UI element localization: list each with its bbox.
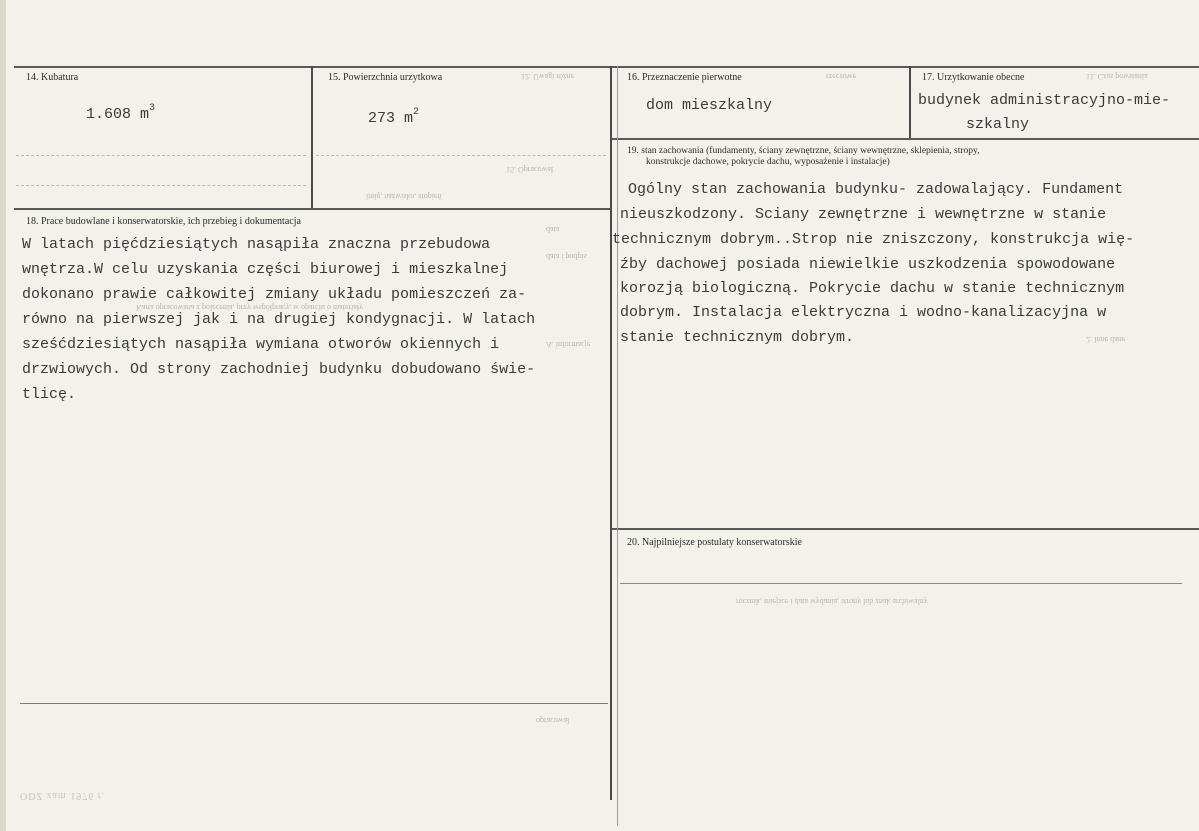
row-rule bbox=[14, 208, 612, 210]
field18-line: tlicę. bbox=[22, 386, 77, 403]
field20-rule bbox=[620, 583, 1182, 584]
field19-label: konstrukcje dachowe, pokrycie dachu, wyposażenie i instalacje) bbox=[646, 157, 890, 167]
divider-main-2 bbox=[617, 66, 618, 826]
row-rule bbox=[612, 138, 1199, 140]
show-through-text: Karta opracowana z polecenia, przy współpracy, w oparciu o materiały bbox=[136, 303, 364, 312]
field20-label: 20. Najpilniejsze postulaty konserwatorskie bbox=[627, 537, 802, 548]
field19-line: technicznym dobrym..Strop nie zniszczony, konstrukcja wię- bbox=[612, 231, 1135, 248]
show-through-text: 15. Opracował bbox=[506, 165, 554, 174]
divider-main bbox=[610, 66, 612, 800]
field18-label: 18. Prace budowlane i konserwatorskie, ich przebieg i dokumentacja bbox=[26, 216, 301, 227]
show-through-text: data i podpis bbox=[546, 252, 587, 261]
show-through-text: 12. Uwagi różne bbox=[521, 72, 575, 81]
show-through-text: rzeczowe bbox=[826, 72, 857, 81]
field19-line: dobrym. Instalacja elektryczna i wodno-kanalizacyjna w bbox=[620, 304, 1107, 321]
field17-line: szkalny bbox=[966, 116, 1030, 133]
field16-label: 16. Przeznaczenie pierwotne bbox=[627, 72, 742, 83]
field19-label: 19. stan zachowania (fundamenty, ściany zewnętrzne, ściany wewnętrzne, sklepienia, stropy, bbox=[627, 146, 980, 156]
field18-line: równo na pierwszej jak i na drugiej kondygnacji. W latach bbox=[22, 311, 536, 328]
field15-value: 273 $m^2$ bbox=[368, 107, 420, 127]
divider-16-17 bbox=[909, 66, 911, 138]
show-through-text: 2. Inne dane bbox=[1086, 335, 1126, 344]
field15-label: 15. Powierzchnia urzytkowa bbox=[328, 72, 443, 83]
field18-line: wnętrza.W celu uzyskania części biurowej i mieszkalnej bbox=[22, 261, 509, 278]
show-through-text: rocznik, miejsce i data wydania, strony lub znak archiwalny bbox=[736, 597, 928, 606]
field16-value: dom mieszkalny bbox=[646, 97, 773, 114]
field19-line: nieuszkodzony. Sciany zewnętrzne i wewnętrzne w stanie bbox=[620, 206, 1107, 223]
field18-line: dokonano prawie całkowitej zmiany układu pomieszczeń za- bbox=[22, 286, 527, 303]
field18-line: W latach pięćdziesiątych nasąpiła znaczna przebudowa bbox=[22, 236, 491, 253]
show-through-text: 11. Czas powstania bbox=[1086, 72, 1148, 81]
field18-line: drzwiowych. Od strony zachodniej budynku dobudowano świe- bbox=[22, 361, 536, 378]
print-stamp: ODZ zam 1976 r. bbox=[20, 790, 105, 801]
field19-line: źby dachowej posiada niewielkie uszkodzenia spowodowane bbox=[620, 256, 1116, 273]
field19-line: stanie technicznym dobrym. bbox=[620, 329, 855, 346]
field17-line: budynek administracyjno-mie- bbox=[918, 92, 1171, 109]
field14-value: 1.608 $m^3$ bbox=[86, 103, 156, 123]
faint-rule bbox=[16, 155, 306, 156]
row-rule bbox=[612, 528, 1199, 530]
field19-line: korozją biologiczną. Pokrycie dachu w stanie technicznym bbox=[620, 280, 1125, 297]
field17-label: 17. Urzytkowanie obecne bbox=[922, 72, 1025, 83]
show-through-text: data bbox=[546, 225, 560, 234]
field19-line: Ogólny stan zachowania budynku- zadowalający. Fundament bbox=[628, 181, 1124, 198]
bottom-rule bbox=[20, 703, 608, 704]
show-through-text: A. informacje bbox=[546, 340, 591, 349]
field14-label: 14. Kubatura bbox=[26, 72, 79, 83]
divider-14-15 bbox=[311, 66, 313, 208]
field18-line: sześćdziesiątych nasąpiła wymiana otworów okiennych i bbox=[22, 336, 500, 353]
show-through-text: imię, nazwisko, stopień bbox=[366, 192, 442, 201]
top-rule bbox=[14, 66, 1199, 68]
faint-rule bbox=[316, 155, 606, 156]
show-through-text: opracował bbox=[536, 716, 570, 725]
faint-rule bbox=[16, 185, 306, 186]
